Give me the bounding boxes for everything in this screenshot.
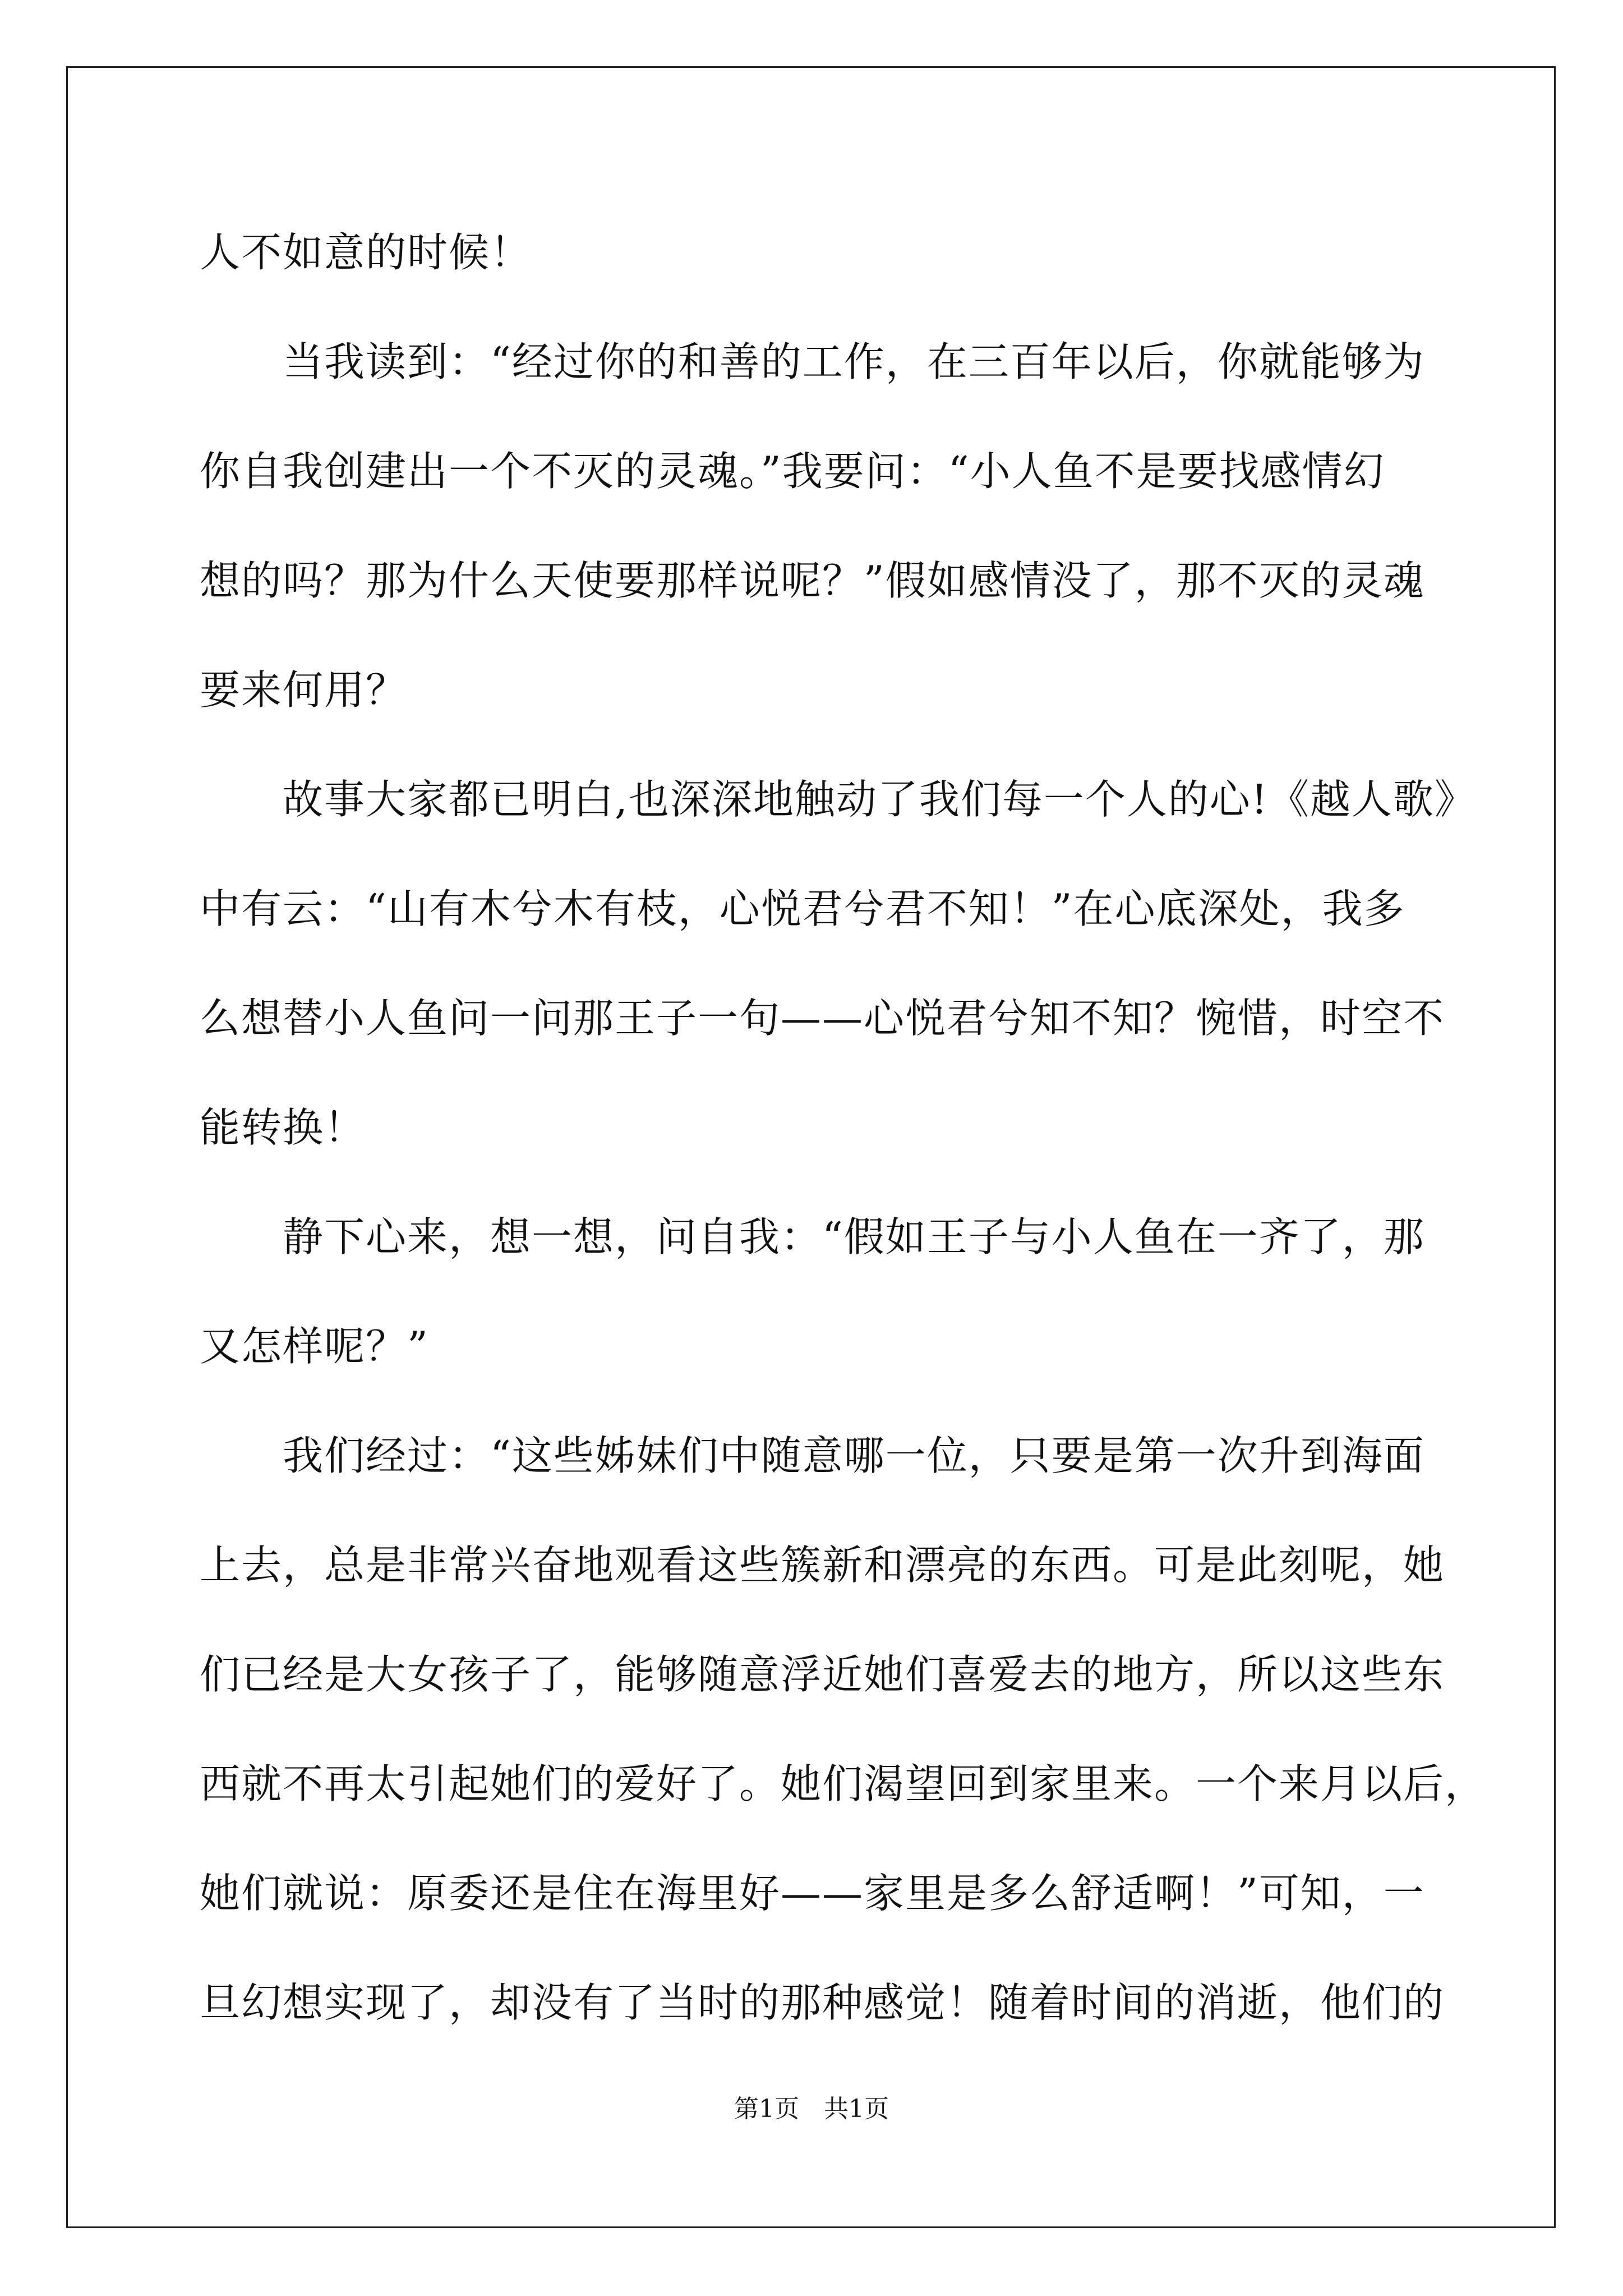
paragraph-start-line: 静下心来，想一想，问自我：“假如王子与小人鱼在一齐了，那	[283, 1213, 1425, 1260]
paragraph-start-line: 故事大家都已明白,也深深地触动了我们每一个人的心!《越人歌》	[283, 776, 1476, 823]
text-line: 要来何用？	[200, 666, 408, 714]
text-line: 能转换！	[200, 1104, 366, 1151]
paragraph-start-line: 我们经过：“这些姊妹们中随意哪一位，只要是第一次升到海面	[283, 1432, 1425, 1479]
text-line: 人不如意的时候！	[200, 229, 532, 276]
text-line: 又怎样呢？”	[200, 1323, 429, 1370]
text-line: 你自我创建出一个不灭的灵魂。”我要问：“小人鱼不是要找感情幻	[200, 448, 1385, 495]
text-line: 中有云：“山有木兮木有枝，心悦君兮君不知！”在心底深处，我多	[200, 885, 1405, 932]
text-line: 想的吗？那为什么天使要那样说呢？”假如感情没了，那不灭的灵魂	[200, 557, 1425, 604]
text-line: 西就不再太引起她们的爱好了。她们渴望回到家里来。一个来月以后，	[200, 1760, 1487, 1807]
document-body	[200, 210, 1487, 2070]
text-line: 旦幻想实现了，却没有了当时的那种感觉！随着时间的消逝，他们的	[200, 1979, 1445, 2026]
text-line: 她们就说：原委还是住在海里好——家里是多么舒适啊！”可知，一	[200, 1870, 1425, 1917]
text-line: 们已经是大女孩子了，能够随意浮近她们喜爱去的地方，所以这些东	[200, 1651, 1445, 1698]
text-line: 么想替小人鱼问一问那王子一句——心悦君兮知不知？惋惜，时空不	[200, 995, 1445, 1042]
text-line: 上去，总是非常兴奋地观看这些簇新和漂亮的东西。可是此刻呢，她	[200, 1542, 1445, 1589]
paragraph-start-line: 当我读到：“经过你的和善的工作，在三百年以后，你就能够为	[283, 338, 1425, 385]
page-footer: 第1页 共1页	[734, 2095, 889, 2123]
